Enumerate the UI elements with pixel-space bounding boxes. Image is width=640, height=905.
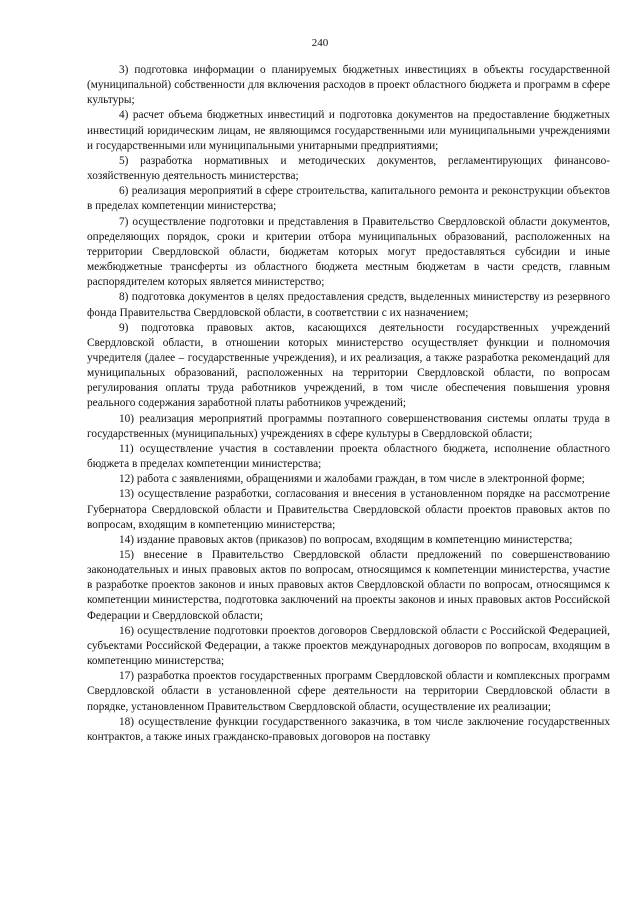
page-number: 240 (311, 37, 329, 49)
paragraph-item-11: 11) осуществление участия в составлении проекта областного бюджета, исполнение областного бюджета в пределах компетенции министерства; (87, 442, 610, 471)
paragraph-item-18: 18) осуществление функции государственного заказчика, в том числе заключение государственных контрактов, а также иных гражданско-правовых договоров на поставку (87, 715, 610, 743)
paragraph-item-17: 17) разработка проектов государственных программ Свердловской области и комплексных программ Свердловской области в установленной сфере деятельности на территории Свердловской области в порядке, установленном Правительством Свердловской области, осуществление их реализации; (87, 670, 610, 713)
paragraph-item-12: 12) работа с заявлениями, обращениями и жалобами граждан, в том числе в электронной форме; (119, 473, 585, 486)
paragraph-item-15: 15) внесение в Правительство Свердловской области предложений по совершенствованию законодательных и иных правовых актов по вопросам, относящимся к компетенции министерства, участие в разработке проектов законов и иных правовых актов Свердловской области по вопросам, относящимся к компетенции министерства, подготовка заключений на проекты законов и иных правовых актов Российской Федерации и Свердловской области; (87, 549, 610, 622)
paragraph-item-10: 10) реализация мероприятий программы поэтапного совершенствования системы оплаты труда в государственных (муниципальных) учреждениях в сфере культуры в Свердловской области; (87, 412, 610, 440)
paragraph-item-5: 5) разработка нормативных и методических документов, регламентирующих финансово-хозяйственную деятельность министерства; (87, 154, 610, 183)
paragraph-item-4: 4) расчет объема бюджетных инвестиций и подготовка документов на предоставление бюджетных инвестиций юридическим лицам, не являющимся государственными или муниципальными учреждениями и государственными или муниципальными унитарными предприятиями; (87, 109, 610, 152)
paragraph-item-6: 6) реализация мероприятий в сфере строительства, капитального ремонта и реконструкции объектов в пределах компетенции министерства; (87, 185, 610, 213)
paragraph-item-3: 3) подготовка информации о планируемых бюджетных инвестициях в объекты государственной (муниципальной) собственности для включения расходов в проект областного бюджета и программ в сфере культуры; (87, 64, 610, 107)
paragraph-item-14: 14) издание правовых актов (приказов) по вопросам, входящим в компетенцию министерства; (119, 533, 573, 546)
paragraph-item-9: 9) подготовка правовых актов, касающихся деятельности государственных учреждений Свердловской области, в отношении которых министерство осуществляет функции и полномочия учредителя (далее – государственные учреждения), и их реализация, а также разработка рекомендаций для муниципальных образований, расположенных на территории Свердловской области, по вопросам регулирования оплаты труда работников учреждений, в том числе обеспечения повышения уровня реального содержания заработной платы работников учреждений; (87, 321, 610, 410)
paragraph-item-7: 7) осуществление подготовки и представления в Правительство Свердловской области документов, определяющих порядок, сроки и критерии отбора муниципальных образований, расположенных на территории Свердловской области, бюджетам которых могут предоставляться субсидии и иные межбюджетные трансферты из областного бюджета местным бюджетам в части средств, главным распорядителем которых является министерство; (87, 215, 610, 289)
paragraph-item-16: 16) осуществление подготовки проектов договоров Свердловской области с Российской Федерацией, субъектами Российской Федерации, а также проектов международных договоров по вопросам, входящим в компетенцию министерства; (87, 624, 610, 668)
paragraph-item-8: 8) подготовка документов в целях предоставления средств, выделенных министерству из резервного фонда Правительства Свердловской области, в соответствии с их назначением; (87, 291, 610, 319)
paragraph-item-13: 13) осуществление разработки, согласования и внесения в установленном порядке на рассмотрение Губернатора Свердловской области и Правительства Свердловской области проектов правовых актов по вопросам, входящим в компетенцию министерства; (87, 488, 610, 531)
document-body (87, 63, 610, 745)
